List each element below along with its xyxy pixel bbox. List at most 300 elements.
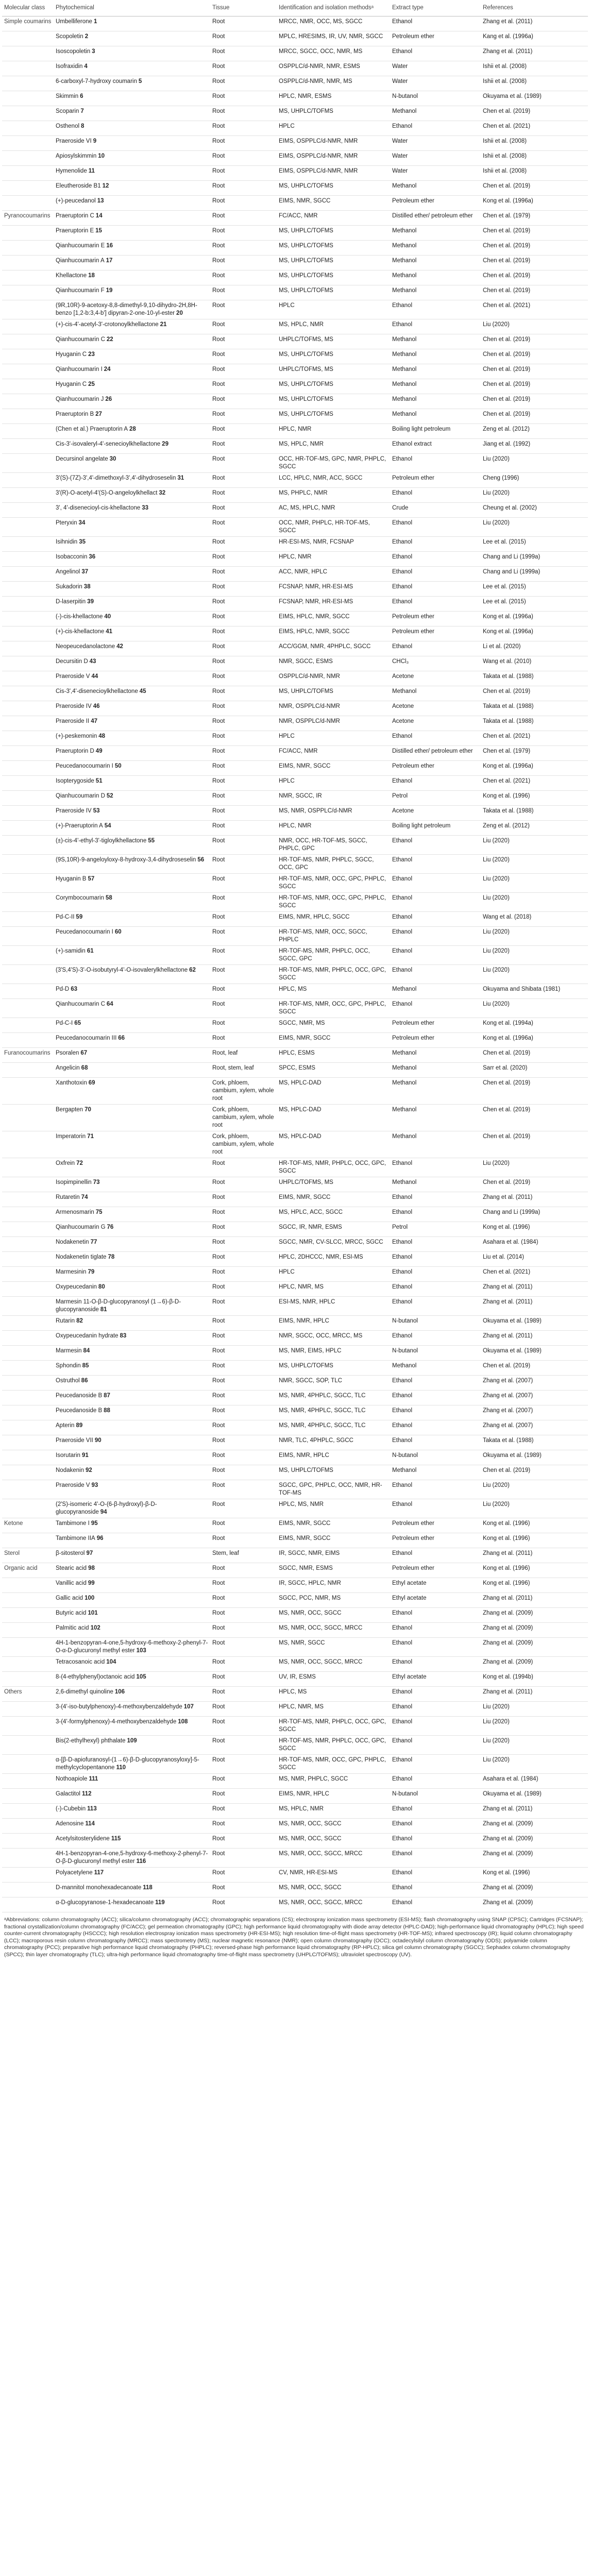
extract-type-cell: Ethyl acetate — [390, 1672, 481, 1687]
phytochemical-cell — [54, 1331, 210, 1346]
molecular-class-cell — [2, 1897, 54, 1912]
reference-cell: Liu (2020) — [481, 1755, 588, 1774]
tissue-cell: Root — [210, 424, 277, 439]
reference-cell: Liu (2020) — [481, 319, 588, 334]
tissue-cell: Root — [210, 1316, 277, 1331]
tissue-cell: Root — [210, 984, 277, 999]
molecular-class-cell — [2, 285, 54, 300]
compound-name: Oxypeucedanin hydrate — [56, 1333, 119, 1339]
tissue-cell: Root — [210, 1405, 277, 1420]
compound-name: Marmesin 11-O-β-D-glucopyranosyl (1→6)-β-D-glucopyranoside — [56, 1299, 181, 1313]
molecular-class-cell — [2, 1331, 54, 1346]
table-row — [2, 136, 588, 151]
methods-cell: MS, UHPLC/TOFMS — [277, 1465, 390, 1480]
table-row — [2, 488, 588, 503]
phytochemical-cell — [54, 791, 210, 806]
table-row — [2, 1883, 588, 1897]
table-row — [2, 151, 588, 166]
tissue-cell: Root — [210, 1177, 277, 1192]
methods-cell: OCC, NMR, PHPLC, HR-TOF-MS, SGCC — [277, 518, 390, 537]
extract-type-cell: Ethanol — [390, 1252, 481, 1267]
tissue-cell: Root — [210, 1282, 277, 1297]
molecular-class-cell — [2, 1316, 54, 1331]
phytochemical-cell — [54, 1608, 210, 1623]
tissue-cell: Root — [210, 1593, 277, 1608]
molecular-class-cell — [2, 946, 54, 965]
compound-number: 4 — [84, 63, 88, 70]
table-row — [2, 1192, 588, 1207]
tissue-cell: Cork, phloem, cambium, xylem, whole root — [210, 1078, 277, 1105]
molecular-class-cell — [2, 1819, 54, 1834]
phytochemical-cell — [54, 1657, 210, 1672]
phytochemical-cell — [54, 424, 210, 439]
compound-number: 16 — [106, 243, 113, 249]
molecular-class-cell — [2, 776, 54, 791]
reference-cell: Okuyama et al. (1989) — [481, 91, 588, 106]
methods-cell: EIMS, NMR, SGCC — [277, 196, 390, 211]
table-row — [2, 1316, 588, 1331]
compound-name: Decursinol angelate — [56, 456, 108, 462]
compound-number: 63 — [71, 986, 77, 992]
molecular-class-cell — [2, 256, 54, 270]
reference-cell: Chen et al. (2019) — [481, 1048, 588, 1063]
reference-cell: Liu (2020) — [481, 874, 588, 893]
extract-type-cell: Ethanol — [390, 1849, 481, 1868]
tissue-cell: Root — [210, 121, 277, 136]
phytochemical-cell — [54, 701, 210, 716]
extract-type-cell: Methanol — [390, 984, 481, 999]
reference-cell: Okuyama et al. (1989) — [481, 1346, 588, 1361]
tissue-cell: Root — [210, 1687, 277, 1702]
compound-number: 34 — [78, 520, 86, 526]
compound-number: 101 — [88, 1610, 98, 1616]
phytochemical-cell — [54, 181, 210, 196]
table-row — [2, 241, 588, 256]
table-row — [2, 984, 588, 999]
extract-type-cell: Acetone — [390, 716, 481, 731]
compound-number: 45 — [139, 688, 146, 694]
reference-cell: Zeng et al. (2012) — [481, 821, 588, 836]
compound-number: 5 — [138, 78, 142, 84]
phytochemical-cell — [54, 1361, 210, 1376]
molecular-class-cell — [2, 300, 54, 319]
extract-type-cell: Distilled ether/ petroleum ether — [390, 746, 481, 761]
extract-type-cell: Petroleum ether — [390, 473, 481, 488]
reference-cell: Chen et al. (2019) — [481, 394, 588, 409]
compound-name: Peucedanocoumarin III — [56, 1035, 117, 1041]
methods-cell: OSPPLC/d-NMR, NMR, MS — [277, 76, 390, 91]
tissue-cell: Root — [210, 76, 277, 91]
tissue-cell: Root — [210, 16, 277, 31]
compound-name: Qianhucoumarin I — [56, 366, 103, 372]
tissue-cell: Root — [210, 1578, 277, 1593]
phytochemical-cell — [54, 552, 210, 567]
methods-cell: MS, NMR, OCC, SGCC — [277, 1883, 390, 1897]
tissue-cell: Stem, leaf — [210, 1548, 277, 1563]
compound-number: 1 — [93, 19, 97, 25]
tissue-cell: Root — [210, 1297, 277, 1316]
molecular-class-cell — [2, 806, 54, 821]
table-row — [2, 518, 588, 537]
compound-number: 61 — [87, 948, 94, 954]
methods-cell: OSPPLC/d-NMR, NMR — [277, 671, 390, 686]
table-row — [2, 1593, 588, 1608]
molecular-class-cell — [2, 1480, 54, 1499]
table-row — [2, 776, 588, 791]
tissue-cell: Root — [210, 379, 277, 394]
extract-type-cell: Ethanol — [390, 1548, 481, 1563]
compound-number: 77 — [90, 1239, 97, 1245]
molecular-class-cell — [2, 552, 54, 567]
methods-cell: HPLC, MS, NMR — [277, 1499, 390, 1518]
molecular-class-cell — [2, 1834, 54, 1849]
molecular-class-cell — [2, 1252, 54, 1267]
extract-type-cell: Ethanol — [390, 300, 481, 319]
compound-name: Qianhucoumarin F — [56, 287, 105, 294]
phytochemical-cell — [54, 379, 210, 394]
compound-number: 85 — [82, 1363, 89, 1369]
phytochemical-cell — [54, 927, 210, 946]
tissue-cell: Root — [210, 806, 277, 821]
phytochemical-cell — [54, 166, 210, 181]
phytochemical-cell — [54, 1237, 210, 1252]
compound-name: Bergapten — [56, 1107, 83, 1113]
compound-name: Eleutheroside B1 — [56, 183, 101, 189]
compound-number: 80 — [98, 1284, 105, 1290]
tissue-cell: Root — [210, 946, 277, 965]
compound-name: Bis(2-ethylhexyl) phthalate — [56, 1738, 126, 1744]
compound-number: 8 — [81, 123, 85, 129]
reference-cell: Zhang et al. (2009) — [481, 1623, 588, 1638]
table-row — [2, 855, 588, 874]
compound-number: 95 — [91, 1520, 98, 1527]
extract-type-cell: Methanol — [390, 1063, 481, 1078]
compound-name: Neopeucedanolactone — [56, 643, 115, 650]
phytochemical-cell — [54, 503, 210, 518]
methods-cell: MS, NMR, 4PHPLC, SGCC, TLC — [277, 1391, 390, 1405]
compound-number: 28 — [129, 426, 136, 432]
tissue-cell: Root — [210, 1849, 277, 1868]
compound-number: 22 — [106, 336, 113, 343]
extract-type-cell: Ethanol — [390, 582, 481, 597]
tissue-cell: Root — [210, 1883, 277, 1897]
table-row — [2, 874, 588, 893]
compound-name: Osthenol — [56, 123, 80, 129]
extract-type-cell: Ethanol — [390, 1376, 481, 1391]
reference-cell: Kong et al. (1996) — [481, 1563, 588, 1578]
table-row — [2, 537, 588, 552]
methods-cell: MRCC, SGCC, OCC, NMR, MS — [277, 46, 390, 61]
table-row — [2, 912, 588, 927]
compound-number: 86 — [81, 1378, 88, 1384]
phytochemical-cell — [54, 1048, 210, 1063]
extract-type-cell: Petroleum ether — [390, 612, 481, 626]
compound-number: 31 — [177, 475, 184, 481]
compound-name: Apterin — [56, 1422, 75, 1429]
reference-cell: Ishii et al. (2008) — [481, 166, 588, 181]
phytochemical-cell — [54, 641, 210, 656]
methods-cell: NMR, SGCC, IR — [277, 791, 390, 806]
phytochemical-cell — [54, 612, 210, 626]
tissue-cell: Root — [210, 454, 277, 473]
compound-number: 64 — [106, 1001, 113, 1007]
molecular-class-cell — [2, 1883, 54, 1897]
compound-name: Nodakenetin tiglate — [56, 1254, 107, 1260]
reference-cell: Chen et al. (2021) — [481, 1267, 588, 1282]
compound-name: Qianhucoumarin C — [56, 336, 105, 343]
reference-cell: Liu (2020) — [481, 927, 588, 946]
molecular-class-cell — [2, 656, 54, 671]
phytochemical-cell — [54, 518, 210, 537]
molecular-class-cell — [2, 731, 54, 746]
compound-name: D-laserpitin — [56, 599, 86, 605]
methods-cell: MS, NMR, 4PHPLC, SGCC, TLC — [277, 1420, 390, 1435]
tissue-cell: Root — [210, 1465, 277, 1480]
reference-cell: Chen et al. (2021) — [481, 731, 588, 746]
methods-cell: MS, HPLC, NMR — [277, 1804, 390, 1819]
extract-type-cell: Ethanol — [390, 1405, 481, 1420]
methods-cell: MS, UHPLC/TOFMS — [277, 349, 390, 364]
compound-number: 26 — [105, 396, 112, 402]
extract-type-cell: Methanol — [390, 394, 481, 409]
table-row — [2, 1687, 588, 1702]
reference-cell: Kong et al. (1996a) — [481, 626, 588, 641]
compound-name: Cis-3'-isovaleryl-4'-senecioylkhellactone — [56, 441, 161, 447]
compound-name: Sukadorin — [56, 584, 82, 590]
compound-number: 84 — [83, 1348, 90, 1354]
table-row — [2, 582, 588, 597]
compound-number: 87 — [104, 1393, 110, 1399]
compound-name: Scoparin — [56, 108, 79, 114]
extract-type-cell: Ethanol — [390, 121, 481, 136]
table-row — [2, 999, 588, 1018]
methods-cell: UHPLC/TOFMS, MS — [277, 364, 390, 379]
compound-number: 93 — [91, 1482, 98, 1488]
reference-cell: Zhang et al. (2007) — [481, 1420, 588, 1435]
compound-number: 111 — [89, 1776, 98, 1782]
molecular-class-cell — [2, 1789, 54, 1804]
molecular-class-cell — [2, 91, 54, 106]
reference-cell: Liu (2020) — [481, 965, 588, 984]
table-row — [2, 612, 588, 626]
tissue-cell: Root — [210, 256, 277, 270]
methods-cell: HR-TOF-MS, NMR, OCC, GPC, PHPLC, SGCC — [277, 1755, 390, 1774]
molecular-class-cell — [2, 394, 54, 409]
extract-type-cell: Boiling light petroleum — [390, 821, 481, 836]
molecular-class-cell — [2, 76, 54, 91]
molecular-class-cell — [2, 1078, 54, 1105]
reference-cell: Takata et al. (1988) — [481, 671, 588, 686]
compound-name: Oxfrein — [56, 1160, 75, 1166]
extract-type-cell: N-butanol — [390, 1316, 481, 1331]
methods-cell: MS, UHPLC/TOFMS — [277, 181, 390, 196]
methods-cell: MS, HPLC, ACC, SGCC — [277, 1207, 390, 1222]
phytochemical-cell — [54, 806, 210, 821]
compound-number: 12 — [102, 183, 109, 189]
phytochemical-cell — [54, 582, 210, 597]
molecular-class-cell — [2, 597, 54, 612]
methods-cell: NMR, SGCC, SOP, TLC — [277, 1376, 390, 1391]
tissue-cell: Root — [210, 1672, 277, 1687]
reference-cell: Kong et al. (1994b) — [481, 1672, 588, 1687]
compound-name: Corymbocoumarin — [56, 895, 104, 901]
table-row — [2, 1755, 588, 1774]
reference-cell: Jiang et al. (1992) — [481, 439, 588, 454]
phytochemical-cell — [54, 1702, 210, 1717]
phytochemical-cell — [54, 1391, 210, 1405]
table-row — [2, 1702, 588, 1717]
extract-type-cell: Ethanol — [390, 1702, 481, 1717]
tissue-cell: Root — [210, 166, 277, 181]
table-row — [2, 806, 588, 821]
methods-cell: HPLC, NMR — [277, 821, 390, 836]
molecular-class-cell — [2, 1033, 54, 1048]
extract-type-cell: Methanol — [390, 1105, 481, 1131]
compound-name: Sphondin — [56, 1363, 81, 1369]
reference-cell: Chen et al. (2019) — [481, 1078, 588, 1105]
reference-cell: Zhang et al. (2009) — [481, 1883, 588, 1897]
extract-type-cell: Petroleum ether — [390, 1018, 481, 1033]
phytochemical-cell — [54, 537, 210, 552]
methods-cell: MS, UHPLC/TOFMS — [277, 285, 390, 300]
reference-cell: Zhang et al. (2011) — [481, 1297, 588, 1316]
compound-name: Palmitic acid — [56, 1625, 89, 1631]
compound-number: 72 — [76, 1160, 83, 1166]
phytochemical-cell — [54, 776, 210, 791]
methods-cell: MS, NMR, OCC, SGCC — [277, 1608, 390, 1623]
compound-number: 24 — [104, 366, 111, 372]
compound-number: 112 — [81, 1791, 92, 1797]
methods-cell: HPLC, NMR — [277, 424, 390, 439]
extract-type-cell: Ethanol — [390, 1623, 481, 1638]
phytochemical-cell — [54, 874, 210, 893]
reference-cell: Okuyama et al. (1989) — [481, 1450, 588, 1465]
compound-number: 90 — [94, 1437, 102, 1444]
table-row — [2, 1499, 588, 1518]
compound-number: 119 — [155, 1900, 165, 1906]
molecular-class-cell — [2, 1623, 54, 1638]
reference-cell: Liu (2020) — [481, 855, 588, 874]
compound-name: Pd-D — [56, 986, 70, 992]
extract-type-cell: Methanol — [390, 270, 481, 285]
extract-type-cell: Ethanol — [390, 855, 481, 874]
molecular-class-cell — [2, 488, 54, 503]
methods-cell: SGCC, IR, NMR, ESMS — [277, 1222, 390, 1237]
extract-type-cell: Ethanol — [390, 731, 481, 746]
reference-cell: Chen et al. (2019) — [481, 379, 588, 394]
table-row — [2, 46, 588, 61]
compound-number: 29 — [162, 441, 168, 447]
reference-cell: Zhang et al. (2007) — [481, 1405, 588, 1420]
tissue-cell: Root — [210, 1267, 277, 1282]
compound-name: (9R,10R)-9-acetoxy-8,8-dimethyl-9,10-dihydro-2H,8H-benzo [1,2-b:3,4-b'] dipyran-2-one-10-yl-ester — [56, 302, 197, 316]
table-row — [2, 1078, 588, 1105]
extract-type-cell: Ethanol — [390, 965, 481, 984]
extract-type-cell: Ethanol — [390, 1192, 481, 1207]
reference-cell: Liu (2020) — [481, 1480, 588, 1499]
tissue-cell: Root — [210, 91, 277, 106]
molecular-class-cell: Organic acid — [2, 1563, 54, 1578]
reference-cell: Ishii et al. (2008) — [481, 61, 588, 76]
phytochemical-cell — [54, 1563, 210, 1578]
reference-cell: Sarr et al. (2020) — [481, 1063, 588, 1078]
tissue-cell: Root — [210, 927, 277, 946]
compound-name: Nodakenin — [56, 1467, 84, 1473]
tissue-cell: Root — [210, 656, 277, 671]
compound-name: Peucedanocoumarin I — [56, 763, 113, 769]
extract-type-cell: Methanol — [390, 241, 481, 256]
tissue-cell: Root — [210, 1192, 277, 1207]
extract-type-cell: Methanol — [390, 379, 481, 394]
table-row — [2, 76, 588, 91]
reference-cell: Liu (2020) — [481, 893, 588, 912]
phytochemical-cell — [54, 1192, 210, 1207]
phytochemical-cell — [54, 76, 210, 91]
phytochemical-cell — [54, 211, 210, 226]
extract-type-cell: Ethanol — [390, 1267, 481, 1282]
compound-number: 75 — [95, 1209, 103, 1215]
molecular-class-cell — [2, 1222, 54, 1237]
methods-cell: HPLC, NMR, MS — [277, 1282, 390, 1297]
reference-cell: Kong et al. (1996a) — [481, 1033, 588, 1048]
compound-name: Qianhucoumarin D — [56, 793, 105, 799]
table-row — [2, 821, 588, 836]
compound-name: (+)-Praeruptorin A — [56, 823, 103, 829]
phytochemical-cell — [54, 731, 210, 746]
phytochemical-cell — [54, 984, 210, 999]
table-row — [2, 454, 588, 473]
phytochemical-cell — [54, 196, 210, 211]
methods-cell: EIMS, NMR, HPLC — [277, 1789, 390, 1804]
table-row — [2, 121, 588, 136]
table-row — [2, 597, 588, 612]
tissue-cell: Root — [210, 701, 277, 716]
methods-cell: EIMS, NMR, SGCC — [277, 1533, 390, 1548]
phytochemical-cell — [54, 1672, 210, 1687]
tissue-cell: Cork, phloem, cambium, xylem, whole root — [210, 1105, 277, 1131]
extract-type-cell: Ethanol — [390, 874, 481, 893]
compound-name: Praeruptorin C — [56, 213, 94, 219]
methods-cell: HR-TOF-MS, NMR, PHPLC, OCC, GPC, SGCC — [277, 1736, 390, 1755]
molecular-class-cell — [2, 1755, 54, 1774]
compound-name: (2'S)-isomeric 4'-O-(6-β-hydroxyl)-β-D-glucopyranoside — [56, 1501, 157, 1515]
compound-number: 6 — [80, 93, 83, 99]
extract-type-cell: Ethanol — [390, 488, 481, 503]
methods-cell: SGCC, NMR, MS — [277, 1018, 390, 1033]
reference-cell: Wang et al. (2018) — [481, 912, 588, 927]
tissue-cell: Root — [210, 136, 277, 151]
compound-name: Peucedanocoumarin I — [56, 929, 113, 935]
compound-number: 19 — [106, 287, 113, 294]
table-row — [2, 1450, 588, 1465]
molecular-class-cell — [2, 965, 54, 984]
compound-name: Adenosine — [56, 1821, 84, 1827]
methods-cell: ESI-MS, NMR, HPLC — [277, 1297, 390, 1316]
compound-name: Peucedanoside B — [56, 1393, 103, 1399]
molecular-class-cell: Sterol — [2, 1548, 54, 1563]
compound-number: 69 — [88, 1080, 95, 1086]
tissue-cell: Root — [210, 241, 277, 256]
extract-type-cell: Ethanol — [390, 1435, 481, 1450]
tissue-cell: Root — [210, 791, 277, 806]
compound-name: Khellactone — [56, 273, 87, 279]
compound-number: 33 — [142, 505, 148, 511]
table-row — [2, 731, 588, 746]
tissue-cell: Root — [210, 319, 277, 334]
tissue-cell: Root, stem, leaf — [210, 1063, 277, 1078]
molecular-class-cell — [2, 106, 54, 121]
table-row — [2, 424, 588, 439]
